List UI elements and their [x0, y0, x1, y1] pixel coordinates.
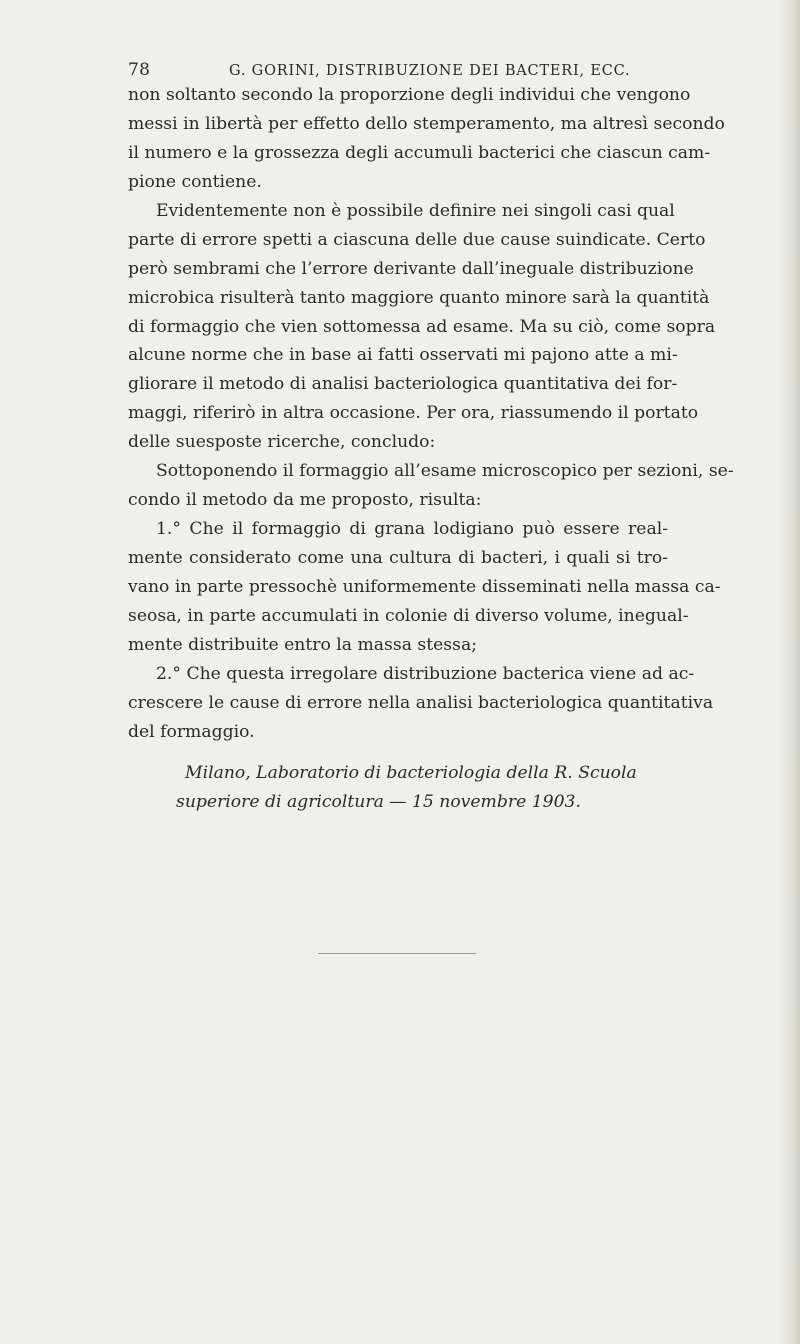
- text-line: però sembrami che l’errore derivante dall’ineguale distribuzione: [128, 258, 694, 279]
- text-line: il numero e la grossezza degli accumuli bacterici che ciascun cam-: [128, 142, 711, 163]
- spacer: [128, 747, 668, 759]
- text-line: delle suesposte ricerche, concludo:: [128, 432, 436, 453]
- text-line: Evidentemente non è possibile definire nei singoli casi qual: [156, 200, 675, 221]
- text-line: microbica risulterà tanto maggiore quanto minore sarà la quantità: [128, 287, 710, 308]
- closing-rule: [318, 953, 476, 954]
- page-number: 78: [128, 60, 151, 80]
- text-line: 2.° Che questa irregolare distribuzione bacterica viene ad ac-: [156, 663, 695, 684]
- text-line: non soltanto secondo la proporzione degli individui che vengono: [128, 85, 691, 105]
- signature-line: superiore di agricoltura — 15 novembre 1903.: [176, 791, 581, 812]
- text-line: messi in libertà per effetto dello stemperamento, ma altresì secondo: [128, 113, 725, 134]
- signature-line: Milano, Laboratorio di bacteriologia della R. Scuola: [185, 762, 637, 783]
- text-line: Sottoponendo il formaggio all’esame microscopico per sezioni, se-: [156, 461, 734, 482]
- page-edge-shadow: [778, 0, 800, 1344]
- text-line: condo il metodo da me proposto, risulta:: [128, 490, 482, 511]
- running-head: G. GORINI, DISTRIBUZIONE DEI BACTERI, ECC.: [229, 63, 631, 79]
- text-line: maggi, riferirò in altra occasione. Per ora, riassumendo il portato: [128, 403, 699, 424]
- text-line: pione contiene.: [128, 171, 262, 192]
- body-text: [128, 81, 734, 816]
- text-line: gliorare il metodo di analisi bacteriologica quantitativa dei for-: [128, 374, 678, 395]
- text-line: parte di errore spetti a ciascuna delle due cause suindicate. Certo: [128, 229, 706, 250]
- text-line: vano in parte pressochè uniformemente disseminati nella massa ca-: [128, 576, 721, 597]
- text-line: seosa, in parte accumulati in colonie di diverso volume, inegual-: [128, 605, 689, 626]
- text-line: alcune norme che in base ai fatti osservati mi pajono atte a mi-: [128, 345, 678, 366]
- text-line: del formaggio.: [128, 721, 255, 742]
- text-line: crescere le cause di errore nella analisi bacteriologica quantitativa: [128, 692, 714, 713]
- text-line: mente distribuite entro la massa stessa;: [128, 634, 477, 655]
- text-line: mente considerato come una cultura di bacteri, i quali si tro-: [128, 548, 668, 568]
- text-line: 1.° Che il formaggio di grana lodigiano può essere real-: [156, 519, 668, 540]
- text-line: di formaggio che vien sottomessa ad esame. Ma su ciò, come sopra: [128, 316, 716, 337]
